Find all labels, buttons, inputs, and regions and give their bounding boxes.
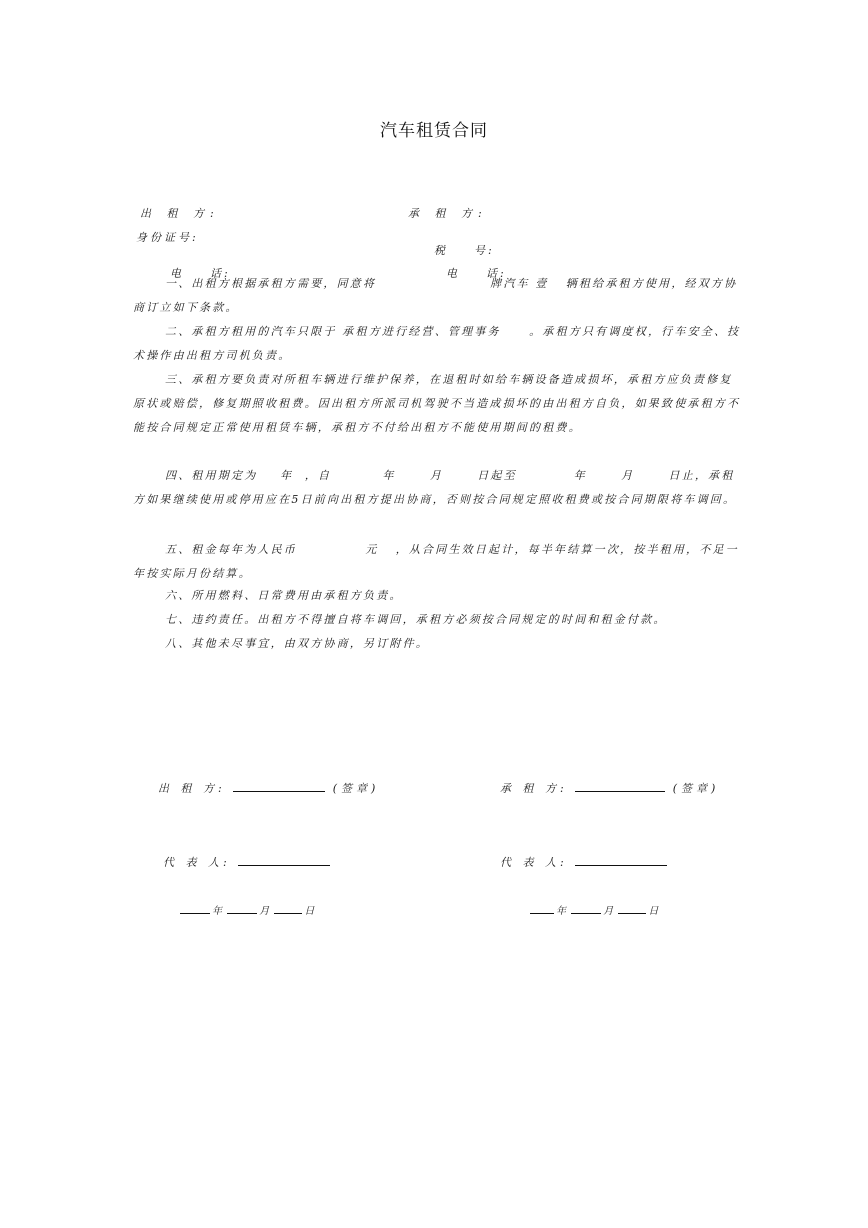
clause-8: 八、其他未尽事宜，由双方协商，另订附件。 — [165, 637, 429, 650]
lessor-rep-block — [163, 854, 330, 870]
lessor-seal-note: (签章) — [332, 782, 380, 795]
lessee-rep-block — [500, 854, 667, 870]
id-number-field — [136, 229, 199, 245]
lessee-month-line[interactable] — [571, 903, 601, 914]
lessee-signature-line[interactable] — [575, 781, 665, 792]
tax-number-label: 税 号: — [434, 244, 495, 257]
lessor-year-label: 年 — [212, 906, 222, 917]
lessor-label: 出 租 方: — [140, 207, 220, 220]
lessee-signature-block — [500, 780, 719, 796]
clause-7: 七、违约责任。出租方不得擅自将车调回，承租方必须按合同规定的时间和租金付款。 — [165, 613, 667, 626]
clause-3: 三、承租方要负责对所租车辆进行维护保养，在退租时如给车辆设备造成损坏，承租方应负责修复原状或赔偿，修复期照收租费。因出租方所派司机驾驶不当造成损坏的由出租方自负，如果致使承租方不能按合同规定正常使用租赁车辆，承租方不付给出租方不能使用期间的租费。 — [133, 373, 741, 434]
lessee-label: 承 租 方: — [408, 207, 488, 220]
lessee-rep-label: 代 表 人: — [500, 856, 568, 869]
lessor-signature-block — [158, 780, 379, 796]
lessor-day-label: 日 — [304, 906, 315, 917]
lessor-signature-label: 出 租 方: — [158, 782, 226, 795]
lessor-date — [178, 902, 314, 917]
clause-2: 二、承租方租用的汽车只限于 承租方进行经营、管理事务 。承租方只有调度权，行车安全、技术操作由出租方司机负责。 — [133, 325, 741, 362]
lessee-day-line[interactable] — [618, 903, 646, 914]
phone-right-label: 电 话: — [446, 267, 507, 280]
lessee-date — [528, 902, 658, 917]
lessor-field — [140, 205, 220, 221]
lessee-day-label: 日 — [648, 906, 659, 917]
lessee-year-line[interactable] — [530, 903, 554, 914]
clause-6: 六、所用燃料、日常费用由承租方负责。 — [165, 589, 403, 602]
clause-5: 五、租金每年为人民币 元 ，从合同生效日起计，每半年结算一次，按半租用，不足一年按实际月份结算。 — [133, 543, 739, 580]
lessor-day-line[interactable] — [274, 903, 302, 914]
lessor-signature-line[interactable] — [233, 781, 325, 792]
lessor-rep-label: 代 表 人: — [163, 856, 231, 869]
lessee-signature-label: 承 租 方: — [500, 782, 568, 795]
lessee-rep-line[interactable] — [575, 855, 667, 866]
lessor-rep-line[interactable] — [238, 855, 330, 866]
lessor-month-label: 月 — [259, 906, 270, 917]
lessee-year-label: 年 — [556, 906, 566, 917]
lessee-seal-note: (签章) — [672, 782, 720, 795]
id-number-label: 身份证号: — [136, 231, 199, 244]
phone-left-label: 电 话: — [170, 267, 231, 280]
lessee-field — [408, 205, 488, 221]
lessor-year-line[interactable] — [180, 903, 210, 914]
document-title: 汽车租赁合同 — [380, 121, 488, 141]
lessee-month-label: 月 — [603, 906, 614, 917]
clause-4: 四、租用期定为 年 ，自 年 月 日起至 年 月 日止，承租方如果继续使用或停用应在5日前向出租方提出协商，否则按合同规定照收租费或按合同期限将车调回。 — [133, 469, 737, 506]
clause-1: 一、出租方根据承租方需要，同意将 牌汽车 壹 辆租给承租方使用，经双方协商订立如下条款。 — [133, 277, 738, 314]
lessor-month-line[interactable] — [227, 903, 257, 914]
